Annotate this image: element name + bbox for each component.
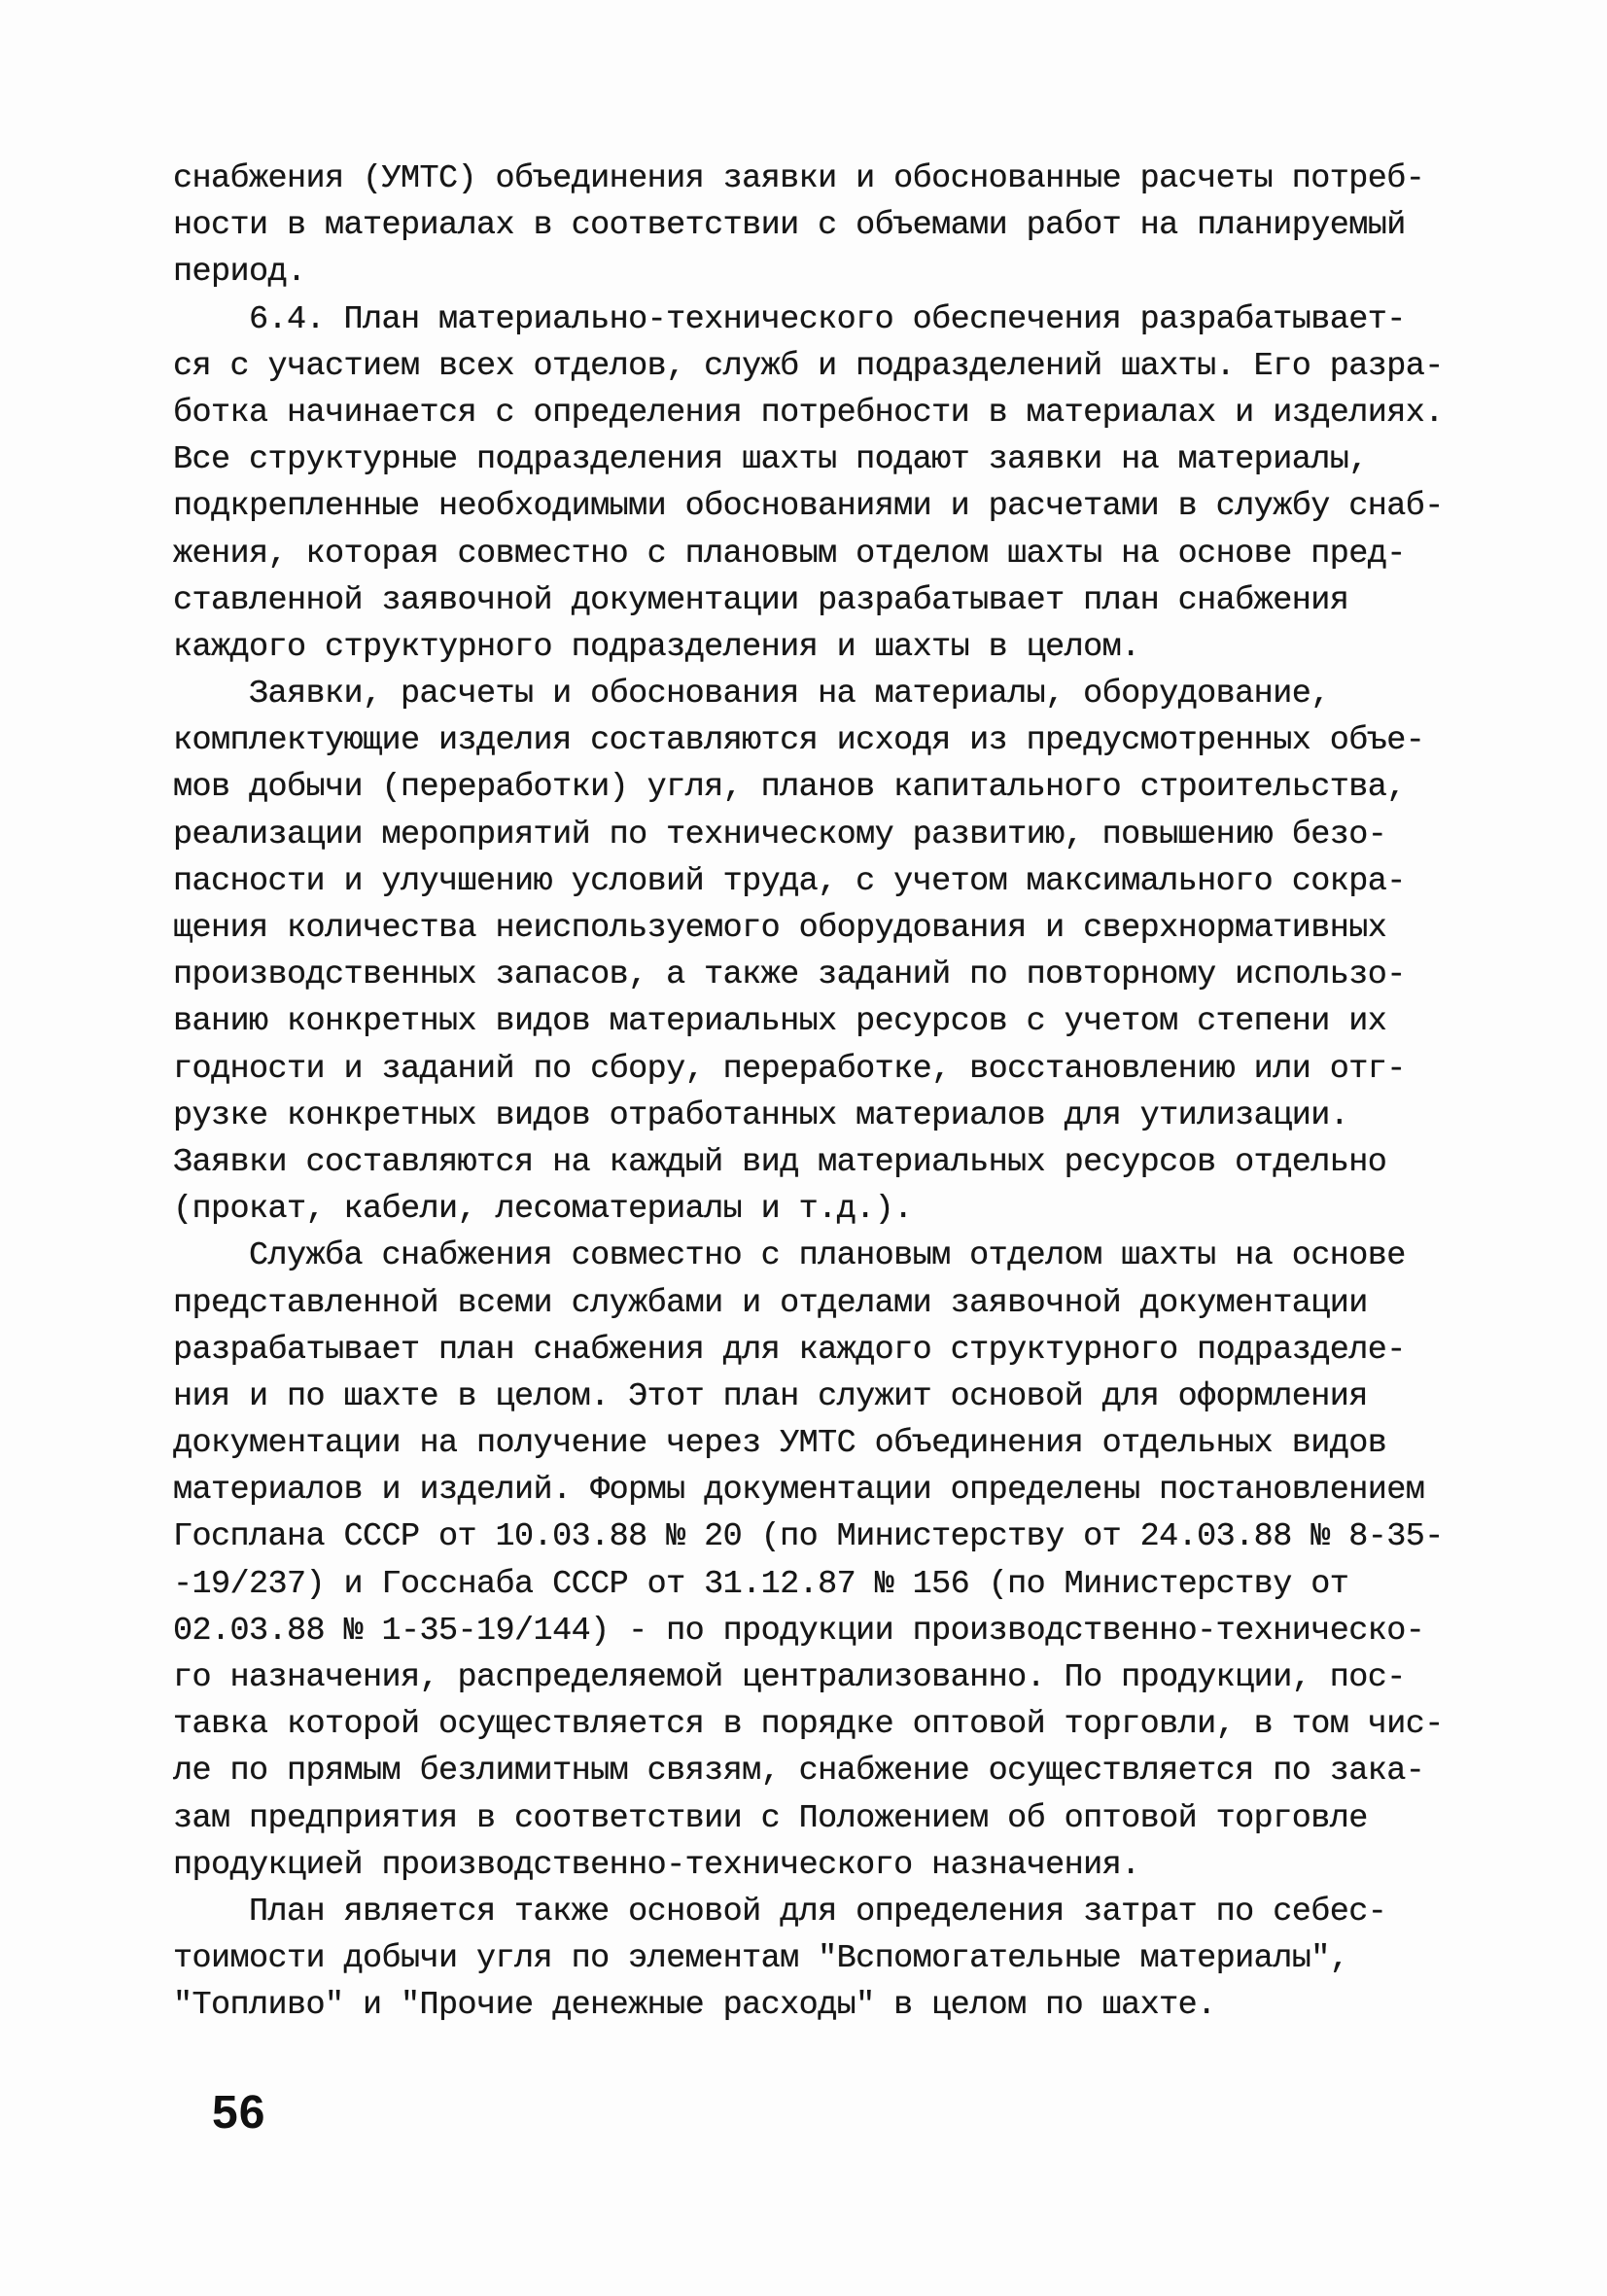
text-line-14: мов добычи (переработки) угля, планов капитального строительства, (173, 769, 1406, 807)
text-line-19: ванию конкретных видов материальных ресурсов с учетом степени их (173, 1003, 1387, 1041)
text-line-34: тавка которой осуществляется в порядке оптовой торговли, в том чис- (173, 1706, 1444, 1744)
text-line-32: 02.03.88 № 1-35-19/144) - по продукции производственно-техническо- (173, 1612, 1425, 1650)
text-line-2: ности в материалах в соответствии с объемами работ на планируемый (173, 207, 1406, 245)
text-line-4: 6.4. План материально-технического обеспечения разрабатывает- (173, 300, 1406, 338)
text-line-23: (прокат, кабели, лесоматериалы и т.д.). (173, 1191, 913, 1229)
text-line-24: Служба снабжения совместно с плановым отделом шахты на основе (173, 1237, 1406, 1275)
text-line-21: рузке конкретных видов отработанных материалов для утилизации. (173, 1096, 1349, 1134)
text-line-6: ботка начинается с определения потребности в материалах и изделиях. (173, 394, 1444, 432)
text-line-1: снабжения (УМТС) объединения заявки и обоснованные расчеты потреб- (173, 160, 1425, 197)
text-line-15: реализации мероприятий по техническому развитию, повышению безо- (173, 816, 1387, 853)
text-line-5: ся с участием всех отделов, служб и подразделений шахты. Его разра- (173, 347, 1444, 385)
text-line-31: -19/237) и Госснаба СССР от 31.12.87 № 156 (по Министерству от (173, 1565, 1349, 1603)
text-line-7: Все структурные подразделения шахты подают заявки на материалы, (173, 441, 1368, 479)
body-text (173, 156, 1476, 2030)
page-number: 56 (212, 2087, 266, 2139)
text-line-30: Госплана СССР от 10.03.88 № 20 (по Министерству от 24.03.88 № 8-35- (173, 1518, 1444, 1556)
text-line-40: "Топливо" и "Прочие денежные расходы" в целом по шахте. (173, 1987, 1216, 2025)
text-line-20: годности и заданий по сбору, переработке, восстановлению или отг- (173, 1050, 1406, 1088)
text-line-17: щения количества неиспользуемого оборудования и сверхнормативных (173, 910, 1387, 947)
text-line-22: Заявки составляются на каждый вид материальных ресурсов отдельно (173, 1143, 1387, 1181)
text-line-12: Заявки, расчеты и обоснования на материалы, оборудование, (173, 676, 1330, 713)
text-line-28: документации на получение через УМТС объединения отдельных видов (173, 1425, 1387, 1463)
text-line-10: ставленной заявочной документации разрабатывает план снабжения (173, 581, 1349, 619)
text-line-39: тоимости добычи угля по элементам "Вспомогательные материалы", (173, 1940, 1349, 1978)
text-line-36: зам предприятия в соответствии с Положением об оптовой торговле (173, 1799, 1368, 1837)
text-line-16: пасности и улучшению условий труда, с учетом максимального сокра- (173, 862, 1406, 900)
text-line-33: го назначения, распределяемой централизованно. По продукции, пос- (173, 1659, 1406, 1696)
text-line-38: План является также основой для определения затрат по себес- (173, 1893, 1387, 1931)
text-line-18: производственных запасов, а также заданий по повторному использо- (173, 957, 1406, 994)
text-line-27: ния и по шахте в целом. Этот план служит основой для оформления (173, 1377, 1368, 1415)
text-line-3: период. (173, 254, 306, 292)
text-line-13: комплектующие изделия составляются исходя из предусмотренных объе- (173, 722, 1425, 760)
text-line-37: продукцией производственно-технического назначения. (173, 1846, 1140, 1884)
text-line-35: ле по прямым безлимитным связям, снабжение осуществляется по зака- (173, 1753, 1425, 1791)
text-line-29: материалов и изделий. Формы документации определены постановлением (173, 1472, 1425, 1510)
text-line-25: представленной всеми службами и отделами заявочной документации (173, 1284, 1368, 1322)
text-line-8: подкрепленные необходимыми обоснованиями и расчетами в службу снаб- (173, 488, 1444, 526)
text-line-11: каждого структурного подразделения и шахты в целом. (173, 628, 1140, 666)
text-line-26: разрабатывает план снабжения для каждого структурного подразделе- (173, 1331, 1406, 1369)
text-line-9: жения, которая совместно с плановым отделом шахты на основе пред- (173, 535, 1406, 573)
